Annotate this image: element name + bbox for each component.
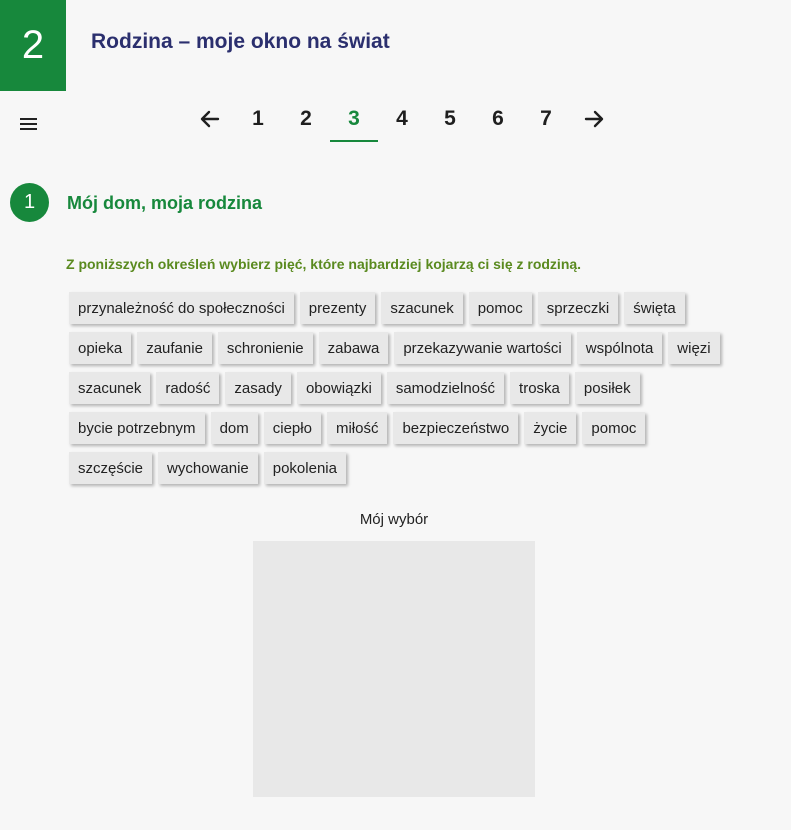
word-chip[interactable]: schronienie xyxy=(218,332,313,364)
word-chip[interactable]: miłość xyxy=(327,412,388,444)
word-chip[interactable]: pokolenia xyxy=(264,452,346,484)
word-chip[interactable]: wychowanie xyxy=(158,452,258,484)
page-link-5[interactable]: 5 xyxy=(444,107,456,130)
word-chip[interactable]: radość xyxy=(156,372,219,404)
word-chip[interactable]: szacunek xyxy=(381,292,462,324)
word-chip[interactable]: pomoc xyxy=(582,412,645,444)
page-link-2[interactable]: 2 xyxy=(300,107,312,130)
next-page-button[interactable] xyxy=(570,100,618,138)
word-chip[interactable]: posiłek xyxy=(575,372,640,404)
page-link-3[interactable]: 3 xyxy=(330,100,378,138)
arrow-left-icon xyxy=(199,108,221,130)
word-chip[interactable]: prezenty xyxy=(300,292,376,324)
word-chip[interactable]: zaufanie xyxy=(137,332,212,364)
word-chip[interactable]: samodzielność xyxy=(387,372,504,404)
word-chip[interactable]: pomoc xyxy=(469,292,532,324)
chapter-number: 2 xyxy=(21,23,45,67)
page-link-1[interactable]: 1 xyxy=(252,107,264,130)
section-number-badge xyxy=(10,183,49,222)
word-chip[interactable]: przekazywanie wartości xyxy=(394,332,570,364)
word-chip[interactable]: święta xyxy=(624,292,685,324)
word-chip[interactable]: opieka xyxy=(69,332,131,364)
word-chip[interactable]: zabawa xyxy=(319,332,389,364)
word-chip[interactable]: dom xyxy=(211,412,258,444)
word-chip[interactable]: więzi xyxy=(668,332,719,364)
word-chip[interactable]: przynależność do społeczności xyxy=(69,292,294,324)
page-navigation xyxy=(186,100,618,144)
page-link-6[interactable]: 6 xyxy=(492,107,504,130)
chapter-title: Rodzina – moje okno na świat xyxy=(91,30,390,53)
section-number: 1 xyxy=(23,191,36,213)
chapter-number-badge xyxy=(0,0,66,91)
page-link-7[interactable]: 7 xyxy=(540,107,552,130)
word-chip[interactable]: życie xyxy=(524,412,576,444)
arrow-right-icon xyxy=(583,108,605,130)
prev-page-button[interactable] xyxy=(186,100,234,138)
choice-label: Mój wybór xyxy=(359,511,429,528)
word-options xyxy=(69,292,734,484)
page-link-4[interactable]: 4 xyxy=(396,107,408,130)
word-chip[interactable]: bycie potrzebnym xyxy=(69,412,205,444)
word-chip[interactable]: ciepło xyxy=(264,412,321,444)
word-chip[interactable]: zasady xyxy=(225,372,291,404)
word-chip[interactable]: obowiązki xyxy=(297,372,381,404)
word-chip[interactable]: szczęście xyxy=(69,452,152,484)
exercise-instruction: Z poniższych określeń wybierz pięć, które najbardziej kojarzą ci się z rodziną. xyxy=(66,256,582,272)
word-chip[interactable]: bezpieczeństwo xyxy=(393,412,518,444)
word-chip[interactable]: troska xyxy=(510,372,569,404)
hamburger-menu-icon[interactable] xyxy=(19,116,41,134)
section-title: Mój dom, moja rodzina xyxy=(67,193,263,213)
word-chip[interactable]: wspólnota xyxy=(577,332,663,364)
word-chip[interactable]: szacunek xyxy=(69,372,150,404)
word-chip[interactable]: sprzeczki xyxy=(538,292,619,324)
my-choice-drop-zone[interactable] xyxy=(253,541,535,797)
